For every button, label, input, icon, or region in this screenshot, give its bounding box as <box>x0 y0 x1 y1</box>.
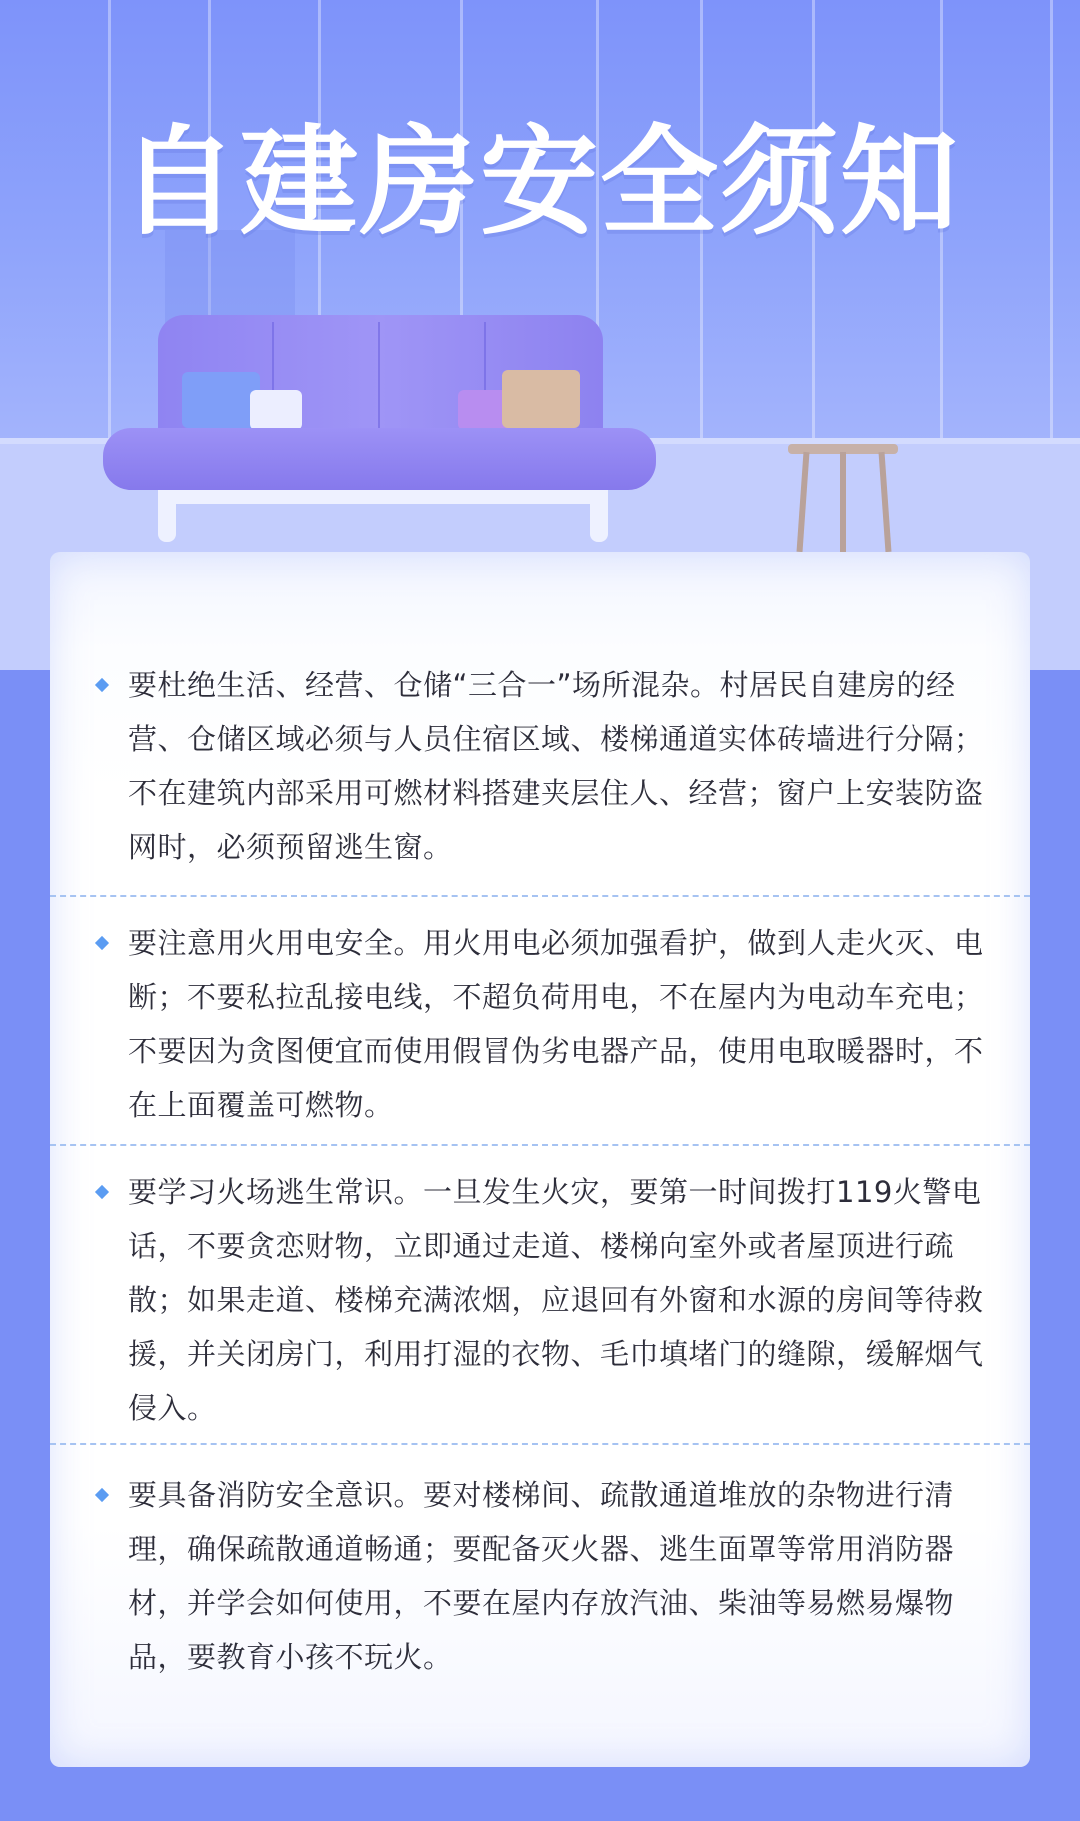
content-card <box>50 552 1030 1767</box>
dashed-divider <box>50 1443 1030 1445</box>
sofa-seam <box>378 322 380 430</box>
sofa-base <box>158 490 608 504</box>
sofa-leg <box>590 490 608 542</box>
diamond-bullet-icon <box>95 678 109 692</box>
page-title: 自建房安全须知 <box>119 113 960 251</box>
diamond-bullet-icon <box>95 1488 109 1502</box>
item-text: 要杜绝生活、经营、仓储“三合一”场所混杂。村居民自建房的经营、仓储区域必须与人员住宿区域、楼梯通道实体砖墙进行分隔；不在建筑内部采用可燃材料搭建夹层住人、经营；窗户上安装防盗网时，必须预留逃生窗。 <box>128 668 984 864</box>
pillow-white <box>250 390 302 430</box>
dashed-divider <box>50 895 1030 897</box>
diamond-bullet-icon <box>95 1185 109 1199</box>
diamond-bullet-icon <box>95 936 109 950</box>
stool-leg <box>840 452 846 552</box>
item-text: 要学习火场逃生常识。一旦发生火灾，要第一时间拨打119火警电话，不要贪恋财物，立即通过走道、楼梯向室外或者屋顶进行疏散；如果走道、楼梯充满浓烟，应退回有外窗和水源的房间等待救援，并关闭房门，利用打湿的衣物、毛巾填堵门的缝隙，缓解烟气侵入。 <box>128 1175 984 1425</box>
sofa-leg <box>158 490 176 542</box>
item-text: 要注意用火用电安全。用火用电必须加强看护，做到人走火灭、电断；不要私拉乱接电线，不超负荷用电，不在屋内为电动车充电；不要因为贪图便宜而使用假冒伪劣电器产品，使用电取暖器时，不在上面覆盖可燃物。 <box>128 926 984 1122</box>
sofa-seat <box>103 428 656 490</box>
pillow-blue <box>182 372 260 428</box>
item-text: 要具备消防安全意识。要对楼梯间、疏散通道堆放的杂物进行清理，确保疏散通道畅通；要配备灭火器、逃生面罩等常用消防器材，并学会如何使用，不要在屋内存放汽油、柴油等易燃易爆物品，要教育小孩不玩火。 <box>128 1478 955 1674</box>
pillow-tan <box>502 370 580 428</box>
dashed-divider <box>50 1144 1030 1146</box>
